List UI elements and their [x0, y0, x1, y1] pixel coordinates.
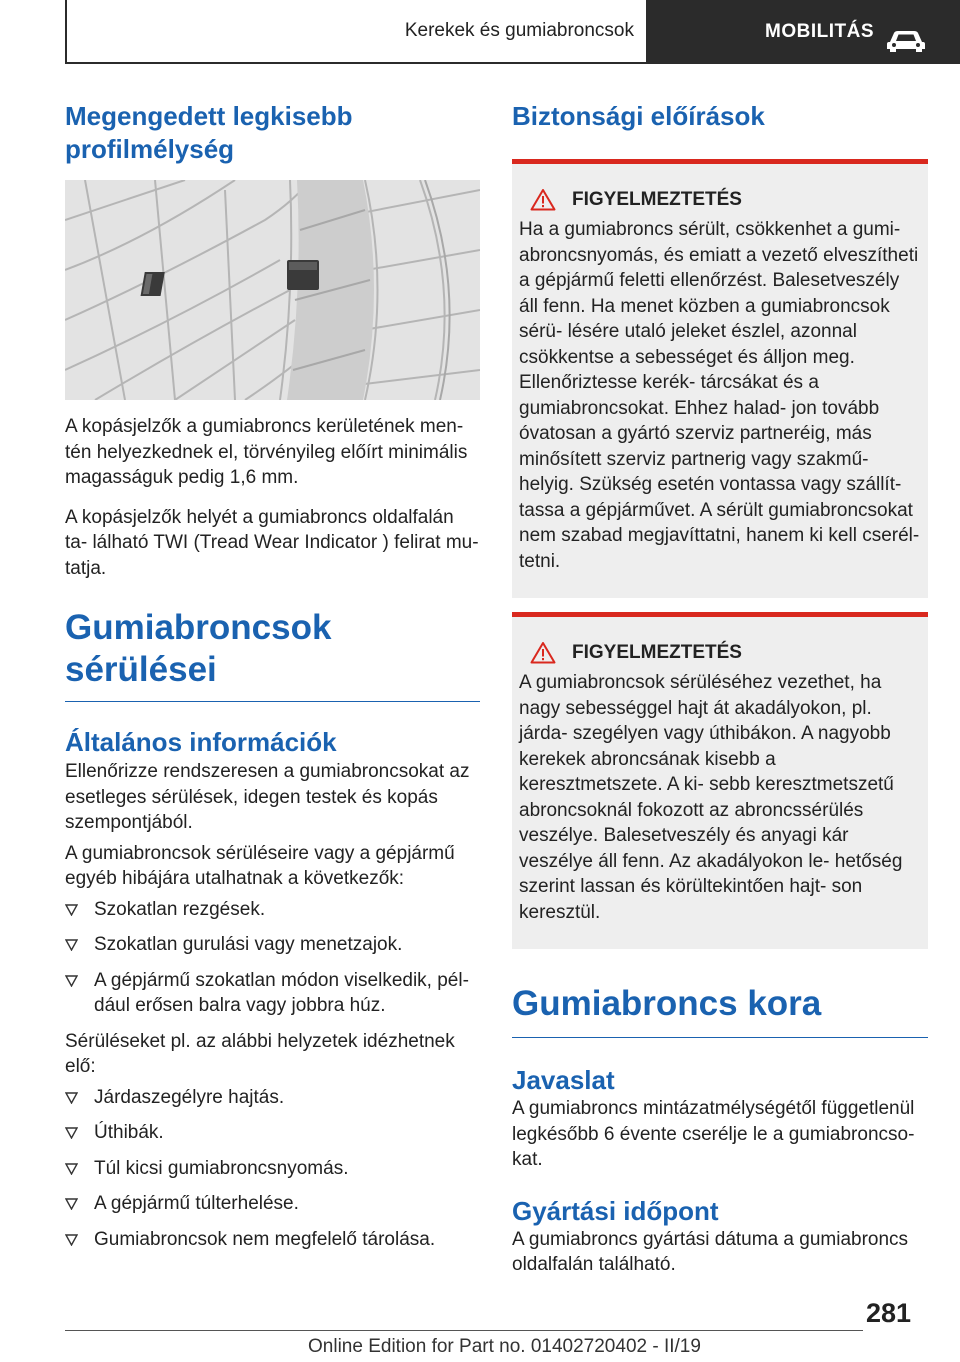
causes-intro: Sérüléseket pl. az alábbi helyzetek idézhetnek elő: — [65, 1030, 455, 1077]
bullet-triangle-icon — [65, 904, 78, 916]
list-item — [65, 932, 480, 958]
list-item-text: Járdaszegélyre hajtás. — [94, 1086, 285, 1108]
tread-paragraph-2: A kopásjelzők helyét a gumiabroncs oldalfalán ta‐ lálható TWI (Tread Wear Indicator ) felirat mu‐ tatja. — [65, 506, 479, 579]
list-item — [65, 968, 480, 1019]
warning-title — [519, 188, 920, 211]
recommendation-heading: Javaslat — [512, 1065, 615, 1095]
tire-damage-heading-block — [65, 607, 480, 702]
warning-triangle-icon — [530, 641, 556, 664]
list-item-text: Úthibák. — [94, 1122, 164, 1143]
recommendation-text: A gumiabroncs mintázatmélységétől függetlenül legkésőbb 6 évente cserélje le a gumiabroncso‐ kat. — [512, 1098, 915, 1170]
left-column — [65, 100, 480, 1262]
list-item-text: A gépjármű túlterhelése. — [94, 1193, 299, 1214]
list-item-text: Gumiabroncsok nem megfelelő tárolása. — [94, 1228, 436, 1250]
bullet-triangle-icon — [65, 1234, 78, 1246]
list-item — [65, 897, 480, 923]
header-section-title — [65, 0, 648, 64]
damage-signs-list — [65, 897, 480, 1019]
warning-title-text: FIGYELMEZTETÉS — [572, 188, 742, 210]
bullet-triangle-icon — [65, 1198, 78, 1210]
bullet-triangle-icon — [65, 1163, 78, 1175]
list-item-text: Szokatlan gurulási vagy menetzajok. — [94, 934, 403, 955]
production-date-text: A gumiabroncs gyártási dátuma a gumiabroncs oldalfalán található. — [512, 1228, 909, 1275]
list-item-text: Túl kicsi gumiabroncsnyomás. — [94, 1157, 349, 1179]
right-column — [512, 100, 928, 1278]
warning-title — [519, 641, 920, 664]
page-number: 281 — [866, 1298, 912, 1328]
list-item — [65, 1085, 480, 1111]
tire-damage-heading: Gumiabroncsok sérülései — [65, 608, 332, 689]
tread-paragraph-1: A kopásjelzők a gumiabroncs kerületének men‐ tén helyezkednek el, törvényileg előírt minimális magasságuk pedig 1,6 mm. — [65, 416, 468, 488]
bullet-triangle-icon — [65, 1092, 78, 1104]
tire-age-heading: Gumiabroncs kora — [512, 984, 822, 1023]
bullet-triangle-icon — [65, 975, 78, 987]
warning-box-1 — [512, 159, 928, 598]
tread-depth-heading: Megengedett legkisebb profilmélység — [65, 101, 353, 164]
header-chapter-label: MOBILITÁS — [765, 21, 874, 42]
list-item — [65, 1156, 480, 1182]
car-icon — [886, 28, 926, 52]
tire-age-heading-block — [512, 983, 928, 1038]
footer-divider — [65, 1330, 863, 1331]
safety-heading: Biztonsági előírások — [512, 101, 765, 131]
warning-triangle-icon — [530, 188, 556, 211]
warning-text: Ha a gumiabroncs sérült, csökkenhet a gumi‐ abroncsnyomás, és emiatt a vezető elveszítheti a gépjármű feletti ellenőrzést. Balesetveszély áll fenn. Ha menet közben a gumiabroncsok sérü‐ lésére utaló jeleket észlel, azonnal csökkentse a sebességet és álljon meg. Ellenőriztesse kerék‐ tárcsákat és a gumiabroncsokat. Ehhez halad‐ jon tovább óvatosan a gyártó szerviz partneréig, más minősített szerviz partnerig vagy szakmű‐ helyig. Szükség esetén vontassa vagy szállít‐ tassa a gépjárművet. A sérült gumiabroncsokat nem szabad megjavíttatni, hanem ki kell cserél‐ tetni. — [519, 219, 920, 572]
list-item-text: Szokatlan rezgések. — [94, 898, 266, 920]
bullet-triangle-icon — [65, 1127, 78, 1139]
warning-title-text: FIGYELMEZTETÉS — [572, 641, 742, 663]
tread-wear-indicator-illustration — [65, 180, 480, 400]
general-info-heading: Általános információk — [65, 727, 337, 757]
bullet-triangle-icon — [65, 939, 78, 951]
general-paragraph-1: Ellenőrizze rendszeresen a gumiabroncsokat az esetleges sérülések, idegen testek és kopás szempontjából. — [65, 761, 470, 833]
list-item — [65, 1120, 480, 1146]
damage-causes-list — [65, 1085, 480, 1253]
general-paragraph-2: A gumiabroncsok sérüléseire vagy a gépjármű egyéb hibájára utalhatnak a következők: — [65, 842, 455, 889]
footer-edition: Online Edition for Part no. 01402720402 - II/19 — [308, 1336, 701, 1357]
production-date-heading: Gyártási időpont — [512, 1195, 719, 1226]
list-item — [65, 1227, 480, 1253]
warning-box-2 — [512, 612, 928, 949]
header-section-label: Kerekek és gumiabroncsok — [404, 20, 634, 41]
warning-text: A gumiabroncsok sérüléséhez vezethet, ha nagy sebességgel hajt át akadályokon, pl. járda‐ szegélyen vagy úthibákon. A nagyobb kerekek abroncsának kisebb a keresztmetszete. A ki‐ sebb keresztmetszetű abroncsoknál fokozott az abroncssérülés veszélye. Balesetveszély és anyagi kár veszélye áll fenn. Az akadályokon le‐ hetőség szerint lassan és körültekintően hajt‐ son keresztül. — [519, 672, 903, 923]
list-item-text: A gépjármű szokatlan módon viselkedik, pél‐ dául erősen balra vagy jobbra húz. — [94, 969, 469, 1016]
list-item — [65, 1191, 480, 1217]
